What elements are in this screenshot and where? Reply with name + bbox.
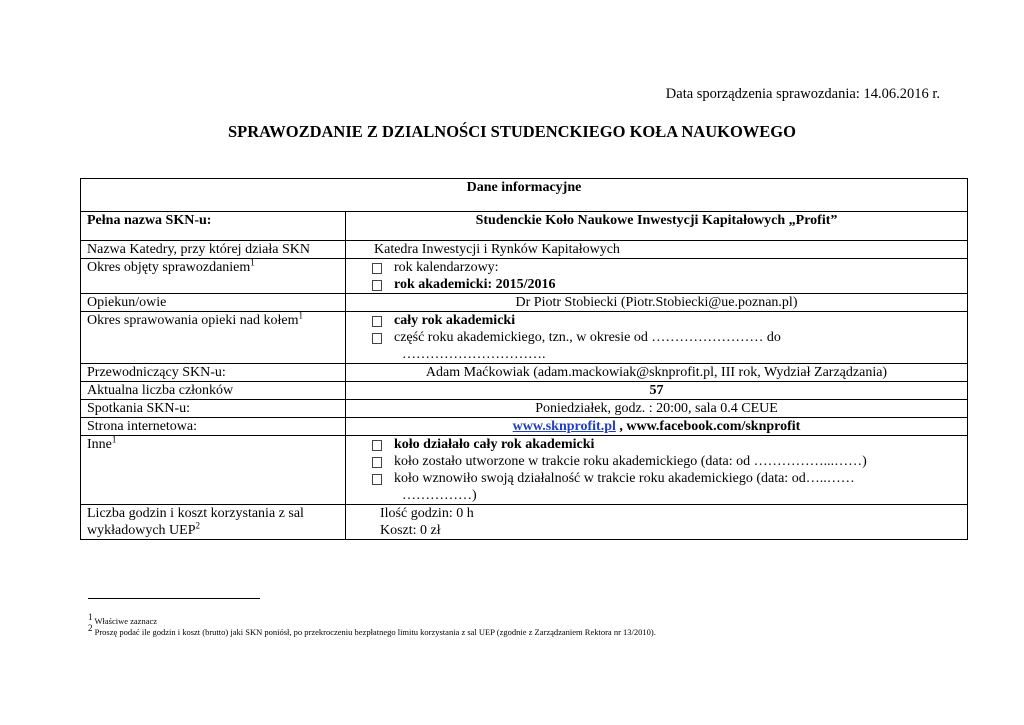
checkbox-icon[interactable] — [372, 263, 382, 274]
supervisor-row — [81, 294, 968, 312]
footnote-1 — [88, 612, 158, 626]
department-row — [81, 241, 968, 259]
chair-label: Przewodniczący SKN-u: — [81, 364, 346, 382]
other-label-cell — [81, 436, 346, 505]
section-header: Dane informacyjne — [81, 179, 968, 212]
chair-row — [81, 364, 968, 382]
members-row — [81, 382, 968, 400]
hours-value: Ilość godzin: 0 h — [380, 506, 474, 521]
footnote-ref-1: 1 — [298, 310, 303, 321]
footnote-1-mark: 1 — [88, 612, 93, 623]
chair-value: Adam Maćkowiak (adam.mackowiak@sknprofit.pl, III rok, Wydział Zarządzania) — [346, 364, 968, 382]
care-label-cell — [81, 312, 346, 364]
cost-value: Koszt: 0 zł — [380, 523, 441, 538]
period-option-academic[interactable]: rok akademicki: 2015/2016 — [352, 276, 961, 293]
meetings-value: Poniedziałek, godz. : 20:00, sala 0.4 CEUE — [346, 400, 968, 418]
website-value — [346, 418, 968, 436]
footnote-ref-1: 1 — [250, 257, 255, 268]
care-period-row — [81, 312, 968, 364]
checkbox-icon[interactable] — [372, 280, 382, 291]
checkbox-icon[interactable] — [372, 316, 382, 327]
period-label-cell — [81, 259, 346, 294]
hours-label-line2: wykładowych UEP — [87, 523, 196, 538]
footnote-1-text: Właściwe zaznacz — [94, 616, 158, 626]
care-option-partial-cont: …………………………. — [402, 347, 546, 362]
care-label: Okres sprawowania opieki nad kołem — [87, 313, 299, 328]
information-table — [80, 178, 968, 540]
facebook-text: , www.facebook.com/sknprofit — [615, 419, 801, 434]
website-label: Strona internetowa: — [81, 418, 346, 436]
full-name-value: Studenckie Koło Naukowe Inwestycji Kapitałowych „Profit” — [346, 212, 968, 241]
department-label: Nazwa Katedry, przy której działa SKN — [81, 241, 346, 259]
hours-row — [81, 505, 968, 540]
hours-label-cell — [81, 505, 346, 540]
checkbox-icon[interactable] — [372, 440, 382, 451]
other-option-created[interactable]: koło zostało utworzone w trakcie roku akademickiego (data: od ……………...……) — [352, 453, 961, 470]
meetings-row — [81, 400, 968, 418]
checkbox-icon[interactable] — [372, 457, 382, 468]
footnote-2-mark: 2 — [88, 623, 93, 634]
footnote-ref-2: 2 — [195, 520, 200, 531]
other-option-resumed[interactable]: koło wznowiło swoją działalność w trakcie roku akademickiego (data: od…..…… — [352, 470, 961, 487]
report-date: Data sporządzenia sprawozdania: 14.06.2016 r. — [665, 86, 940, 102]
hours-label-line1: Liczba godzin i koszt korzystania z sal — [87, 506, 304, 521]
period-option-calendar[interactable]: rok kalendarzowy: — [352, 259, 961, 276]
checkbox-icon[interactable] — [372, 474, 382, 485]
footnote-divider — [88, 598, 260, 599]
period-options — [346, 259, 968, 294]
footnote-2 — [88, 623, 656, 637]
full-name-row — [81, 212, 968, 241]
period-row — [81, 259, 968, 294]
hours-values — [346, 505, 968, 540]
supervisor-value: Dr Piotr Stobiecki (Piotr.Stobiecki@ue.poznan.pl) — [346, 294, 968, 312]
other-option-resumed-cont: ……………) — [402, 488, 477, 503]
department-value: Katedra Inwestycji i Rynków Kapitałowych — [346, 241, 968, 259]
footnote-ref-1: 1 — [111, 434, 117, 445]
other-options — [346, 436, 968, 505]
other-label: Inne — [87, 437, 112, 452]
other-option-full-year[interactable]: koło działało cały rok akademicki — [352, 436, 961, 453]
supervisor-label: Opiekun/owie — [81, 294, 346, 312]
document-title: SPRAWOZDANIE Z DZIALNOŚCI STUDENCKIEGO KOŁA NAUKOWEGO — [228, 122, 796, 141]
other-row — [81, 436, 968, 505]
care-option-partial[interactable]: część roku akademickiego, tzn., w okresie od …………………… do — [352, 329, 961, 346]
footnote-2-text: Proszę podać ile godzin i koszt (brutto) jaki SKN poniósł, po przekroczeniu bezpłatnego limitu korzystania z sal UEP (zgodnie z Zarządzaniem Rektora nr 13/2010). — [94, 627, 656, 637]
website-row — [81, 418, 968, 436]
website-link[interactable]: www.sknprofit.pl — [512, 419, 616, 434]
period-label: Okres objęty sprawozdaniem — [87, 260, 251, 275]
care-options — [346, 312, 968, 364]
meetings-label: Spotkania SKN-u: — [81, 400, 346, 418]
checkbox-icon[interactable] — [372, 333, 382, 344]
full-name-label: Pełna nazwa SKN-u: — [81, 212, 346, 241]
members-label: Aktualna liczba członków — [81, 382, 346, 400]
members-value: 57 — [346, 382, 968, 400]
care-option-full-year[interactable]: cały rok akademicki — [352, 312, 961, 329]
section-header-row — [81, 179, 968, 212]
